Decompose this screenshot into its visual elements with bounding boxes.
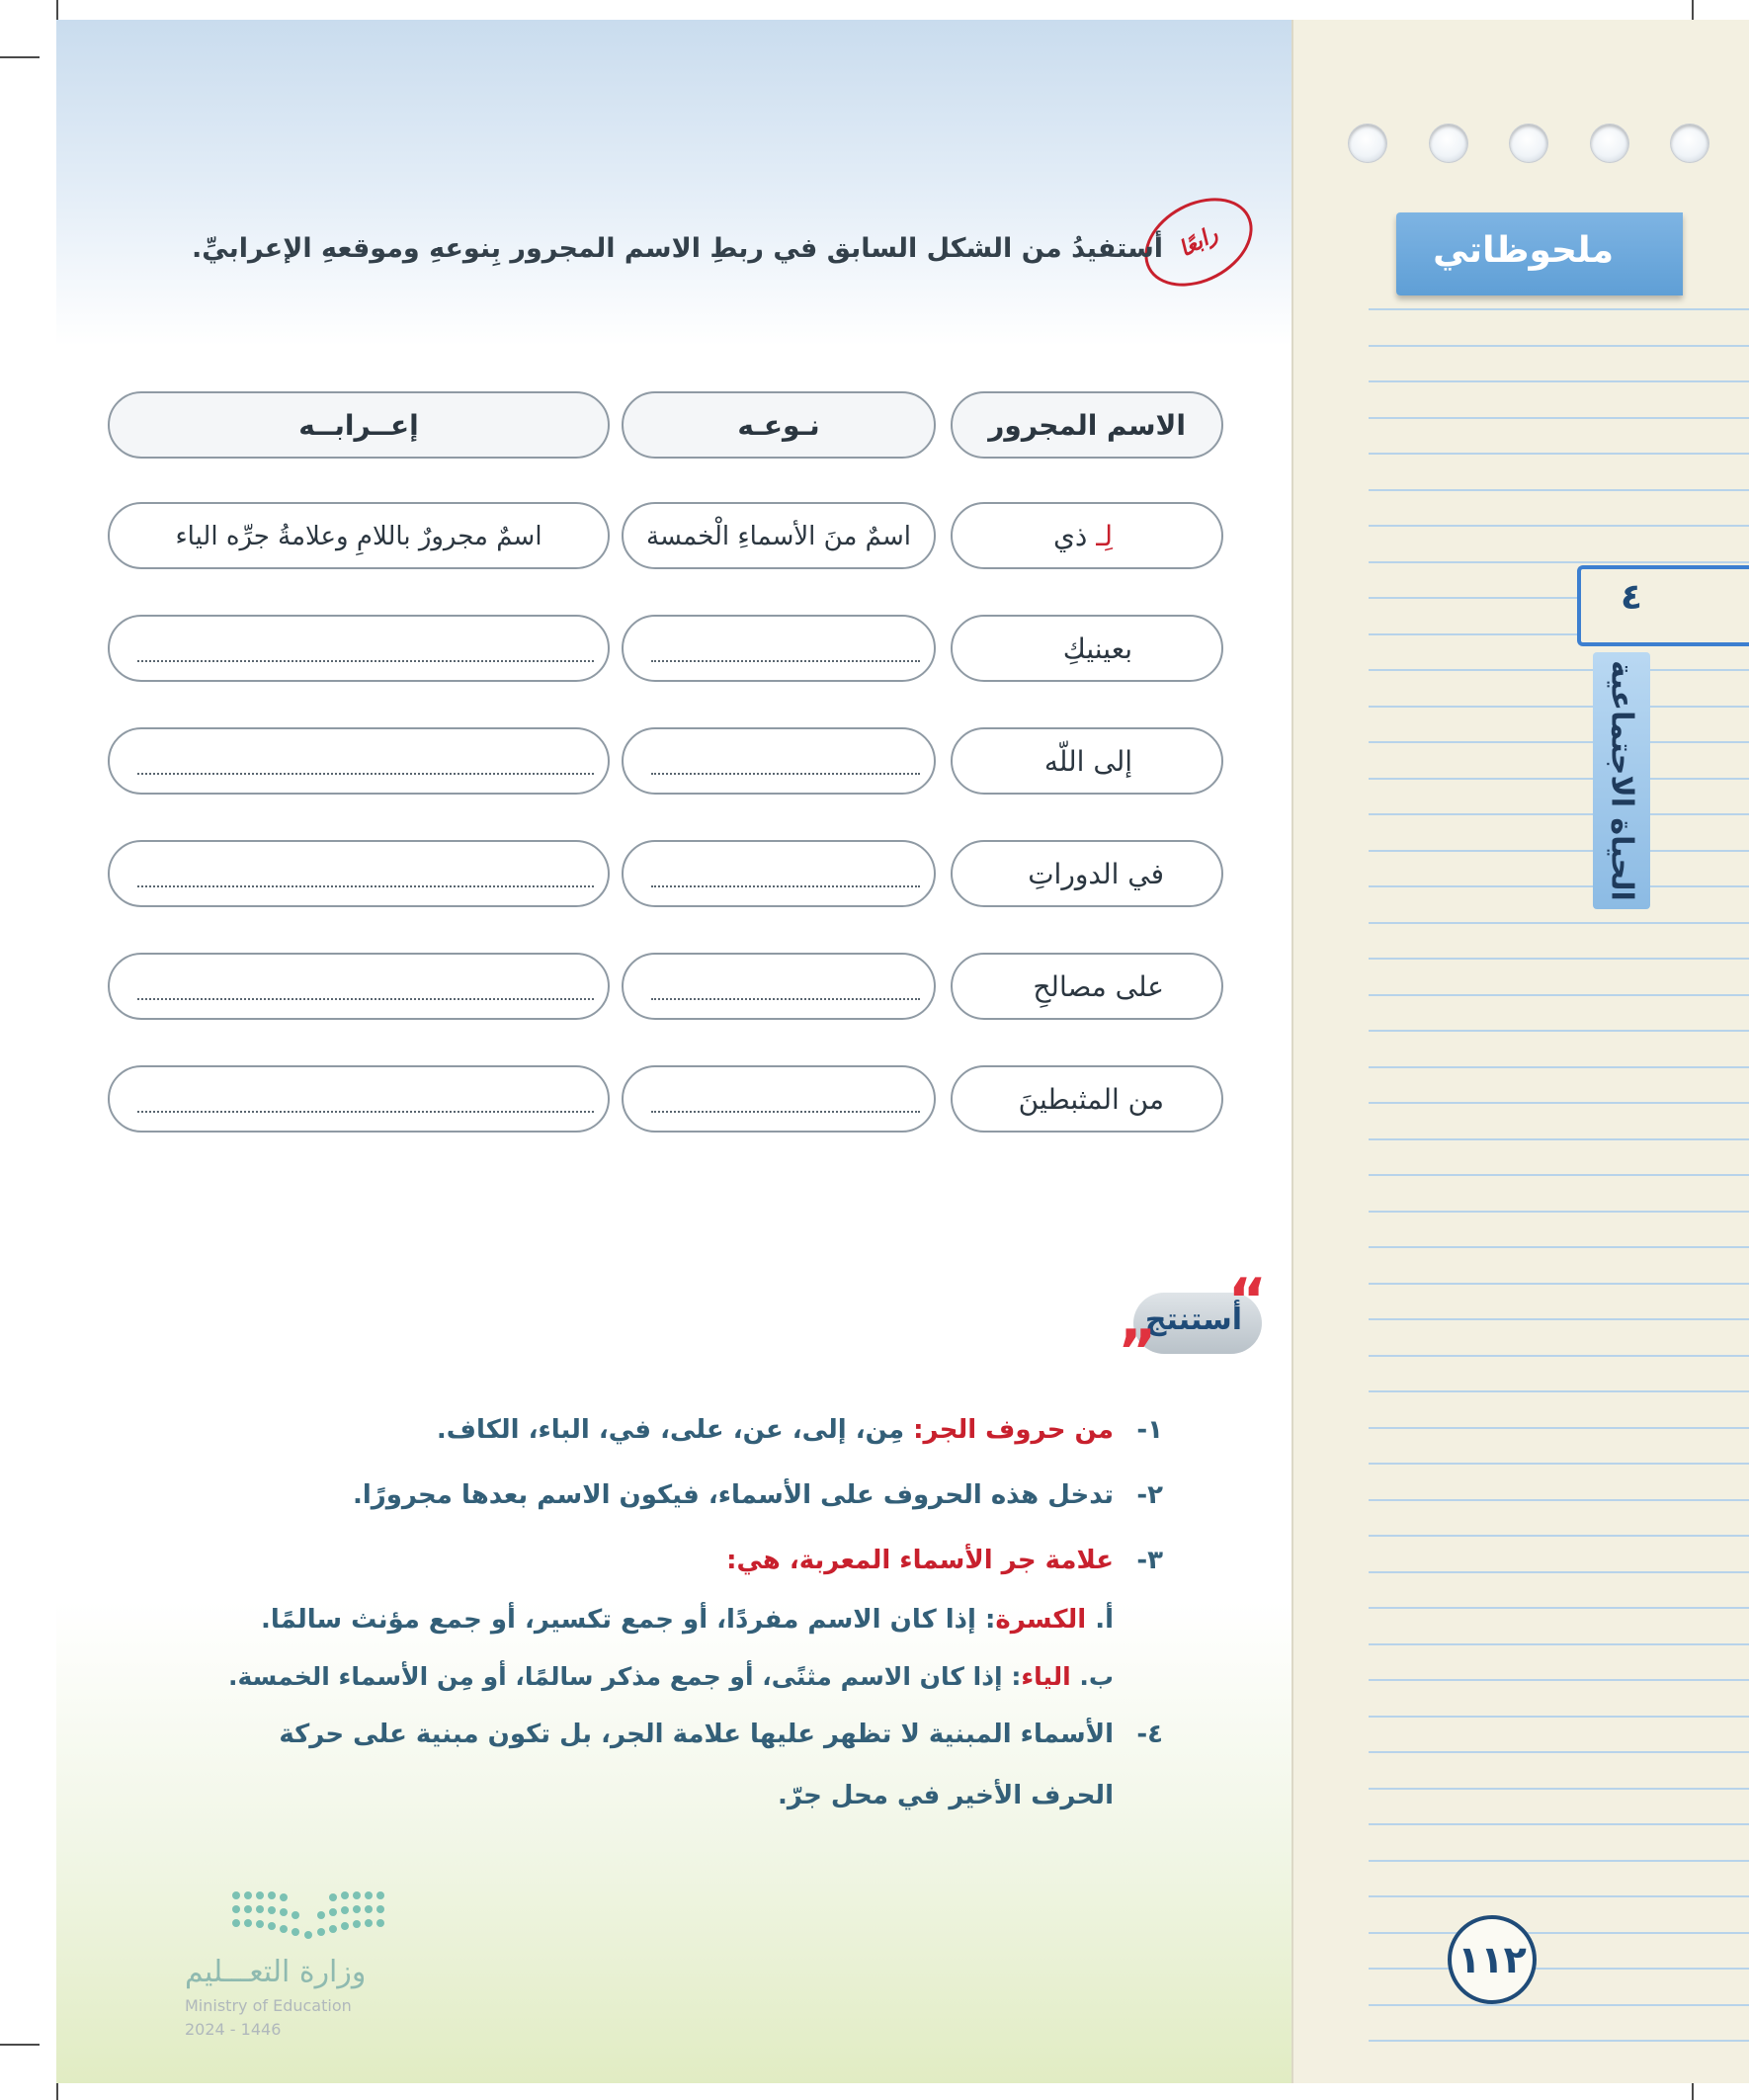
logo-dots-icon	[185, 1876, 442, 1955]
item-text: تدخل هذه الحروف على الأسماء، فيكون الاسم بعدها مجرورًا.	[352, 1480, 1114, 1510]
ruled-line	[1369, 1716, 1749, 1718]
ruled-line	[1369, 525, 1749, 527]
header-parsing: إعــرابــه	[108, 391, 610, 459]
ruled-line	[1369, 1932, 1749, 1934]
item-number: ٢-	[1136, 1480, 1163, 1510]
binder-hole	[1430, 125, 1467, 162]
ruled-line	[1369, 1174, 1749, 1176]
subitem-prefix: أ.	[1086, 1605, 1114, 1635]
conclusion-heading	[1118, 1266, 1267, 1386]
logo-arabic: وزارة التعـــليم	[185, 1955, 367, 1989]
item-number: ١-	[1136, 1415, 1163, 1445]
noun-text: ذي	[1052, 520, 1088, 552]
close-quote-icon: ”	[1118, 1317, 1157, 1386]
page-number: ١١٢	[1448, 1915, 1537, 2004]
ruled-line	[1369, 850, 1749, 852]
logo-english: Ministry of Education	[185, 1996, 352, 2015]
ruled-line	[1369, 1968, 1749, 1970]
ruled-line	[1369, 1499, 1749, 1501]
item-number: ٣-	[1136, 1546, 1163, 1575]
conclusion-subitem	[228, 1662, 1114, 1691]
ruled-line	[1369, 417, 1749, 419]
type-input[interactable]	[622, 840, 936, 907]
parsing-input[interactable]	[108, 1065, 610, 1133]
exercise-question: أستفيدُ من الشكل السابق في ربطِ الاسم المجرور بِنوعهِ وموقعهِ الإعرابيِّ.	[192, 233, 1163, 264]
ruled-line	[1369, 1390, 1749, 1392]
unit-number-box	[1577, 565, 1749, 646]
ruled-line	[1369, 706, 1749, 708]
ruled-line	[1369, 1030, 1749, 1032]
noun-cell	[951, 502, 1223, 569]
ruled-line	[1369, 1823, 1749, 1825]
header-type: نـوعـه	[622, 391, 936, 459]
ruled-line	[1369, 1355, 1749, 1357]
section-badge-label: رابعًا	[1175, 221, 1222, 263]
noun-cell: على مصالحِ	[951, 953, 1223, 1020]
dotted-answer-line	[137, 660, 594, 662]
binder-hole	[1671, 125, 1708, 162]
type-cell: اسمٌ منَ الأسماءِ الْخمسة	[622, 502, 936, 569]
item-text: الأسماء المبنية لا تظهر عليها علامة الجر، بل تكون مبنية على حركة	[279, 1720, 1114, 1749]
dotted-answer-line	[651, 1111, 920, 1113]
ruled-line	[1369, 885, 1749, 887]
dotted-answer-line	[137, 998, 594, 1000]
dotted-answer-line	[651, 660, 920, 662]
parsing-input[interactable]	[108, 840, 610, 907]
ruled-line	[1369, 1066, 1749, 1068]
item-text: علامة جر الأسماء المعربة، هي:	[726, 1546, 1114, 1575]
ruled-line	[1369, 1788, 1749, 1790]
ruled-line	[1369, 489, 1749, 491]
subitem-text: : إذا كان الاسم مثنًى، أو جمع مذكر سالمًا، أو مِن الأسماء الخمسة.	[228, 1662, 1022, 1691]
type-input[interactable]	[622, 1065, 936, 1133]
subitem-prefix: ب.	[1070, 1662, 1114, 1691]
ruled-line	[1369, 1246, 1749, 1248]
ruled-line	[1369, 922, 1749, 924]
ruled-line	[1369, 1895, 1749, 1897]
dotted-answer-line	[137, 885, 594, 887]
ministry-logo	[185, 1876, 442, 2039]
ruled-line	[1369, 1679, 1749, 1681]
ruled-line	[1369, 2004, 1749, 2006]
parsing-input[interactable]	[108, 727, 610, 795]
notes-title: ملحوظاتي	[1433, 230, 1614, 271]
dotted-answer-line	[651, 773, 920, 775]
ruled-line	[1369, 1138, 1749, 1140]
ruled-line	[1369, 1751, 1749, 1753]
conclusion-subitem	[261, 1605, 1114, 1635]
item-text: مِن، إلى، عن، على، في، الباء، الكاف.	[436, 1415, 905, 1445]
ruled-line	[1369, 345, 1749, 347]
binder-hole	[1349, 125, 1386, 162]
ruled-line	[1369, 741, 1749, 743]
conclusion-title: أستنتج	[1144, 1302, 1242, 1337]
conclusion-item	[279, 1720, 1163, 1749]
conclusion-item	[726, 1546, 1163, 1575]
ruled-line	[1369, 308, 1749, 310]
unit-number: ٤	[1621, 577, 1642, 618]
logo-year: 2024 - 1446	[185, 2020, 282, 2039]
ruled-line	[1369, 1318, 1749, 1320]
dotted-answer-line	[651, 885, 920, 887]
ruled-line	[1369, 1571, 1749, 1573]
type-input[interactable]	[622, 953, 936, 1020]
ruled-line	[1369, 1427, 1749, 1429]
ruled-line	[1369, 994, 1749, 996]
header-noun: الاسم المجرور	[951, 391, 1223, 459]
notes-sidebar	[1291, 20, 1749, 2083]
parsing-input[interactable]	[108, 953, 610, 1020]
conclusion-item	[437, 1415, 1163, 1445]
ruled-line	[1369, 561, 1749, 563]
crop-mark	[0, 56, 40, 58]
ruled-line	[1369, 380, 1749, 382]
item-label: من حروف الجر:	[904, 1415, 1114, 1445]
ruled-line	[1369, 778, 1749, 780]
ruled-line	[1369, 453, 1749, 455]
ruled-line	[1369, 1102, 1749, 1104]
binder-hole	[1510, 125, 1547, 162]
ruled-line	[1369, 1643, 1749, 1645]
dotted-answer-line	[651, 998, 920, 1000]
noun-cell: من المثبطينَ	[951, 1065, 1223, 1133]
parsing-cell: اسمٌ مجرورٌ باللامِ وعلامةُ جرِّه الياء	[108, 502, 610, 569]
ruled-line	[1369, 1607, 1749, 1609]
ruled-line	[1369, 1535, 1749, 1537]
unit-title: الحياة الاجتماعية	[1604, 660, 1639, 901]
ruled-line	[1369, 1463, 1749, 1465]
subitem-label: الكسرة	[995, 1605, 1087, 1635]
noun-prefix: لِـ	[1096, 520, 1113, 552]
noun-cell: في الدوراتِ	[951, 840, 1223, 907]
conclusion-item-continued: الحرف الأخير في محل جرّ.	[778, 1781, 1114, 1810]
ruled-line	[1369, 1283, 1749, 1285]
dotted-answer-line	[137, 1111, 594, 1113]
ruled-line	[1369, 1860, 1749, 1862]
ruled-line	[1369, 1211, 1749, 1213]
notes-tab	[1396, 212, 1683, 295]
dotted-answer-line	[137, 773, 594, 775]
noun-cell: إلى اللّه	[951, 727, 1223, 795]
ruled-line	[1369, 669, 1749, 671]
conclusion-item	[353, 1480, 1163, 1510]
type-input[interactable]	[622, 615, 936, 682]
ruled-line	[1369, 813, 1749, 815]
ruled-line	[1369, 958, 1749, 960]
crop-mark	[0, 2044, 40, 2046]
type-input[interactable]	[622, 727, 936, 795]
subitem-text: : إذا كان الاسم مفردًا، أو جمع تكسير، أو جمع مؤنث سالمًا.	[260, 1605, 996, 1635]
binder-hole	[1591, 125, 1628, 162]
noun-cell: بعينيكِ	[951, 615, 1223, 682]
open-quote-icon: “	[1227, 1266, 1267, 1335]
ruled-line	[1369, 2040, 1749, 2042]
parsing-input[interactable]	[108, 615, 610, 682]
unit-title-tab	[1593, 652, 1650, 909]
main-page	[56, 20, 1291, 2083]
item-number: ٤-	[1136, 1720, 1163, 1749]
subitem-label: الياء	[1021, 1662, 1071, 1691]
